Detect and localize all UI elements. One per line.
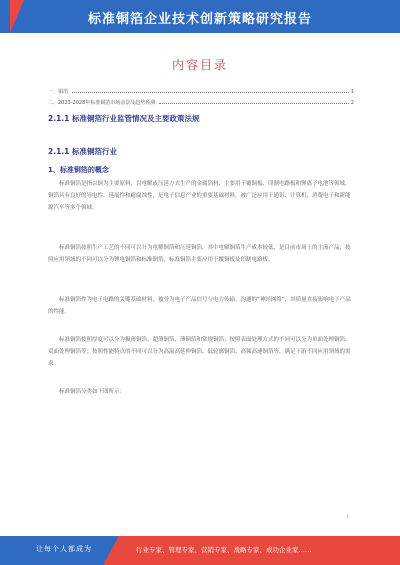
toc-entry-label: 一、铜箔: [48, 89, 69, 95]
subsection-heading: 2.1.1 标准铜箔行业: [48, 147, 117, 156]
toc-entry-page: 2: [350, 100, 354, 106]
table-of-contents: [48, 84, 354, 106]
toc-title: 内容目录: [171, 58, 228, 72]
toc-entry[interactable]: [48, 84, 354, 95]
body-paragraph: 标准铜箔是指以铜为主要原料，以电解或压延方式生产的金属箔材，主要用于覆铜板、印制电路板和锂离子电池等领域。铜箔具有良好的导电性、延展性和耐腐蚀性，是电子信息产业的重要基础材料，被广泛应用于通讯、计算机、消费电子和新能源汽车等多个领域。: [48, 181, 351, 211]
footer-banner: [0, 536, 400, 565]
body-paragraph: 标准铜箔按照生产工艺的不同可以分为电解铜箔和压延铜箔，其中电解铜箔生产成本较低，是目前市场上的主流产品；按照应用领域的不同可以分为锂电铜箔和标准铜箔，标准铜箔主要应用于覆铜板及印制电路板。: [48, 245, 351, 263]
body-paragraph: 标准铜箔分类如下图所示：: [59, 389, 126, 395]
footer-slogan: 让每个人都成为: [36, 545, 92, 553]
section-heading: 2.1.1 标准铜箔行业监管情况及主要政策法规: [48, 114, 200, 123]
toc-leader-dots: [72, 92, 349, 93]
toc-entry[interactable]: [48, 95, 354, 106]
page-number: 1: [346, 514, 349, 519]
toc-entry-label: 二、2023-2028年标准铜箔市场前景及趋势预测: [48, 100, 156, 106]
report-header-banner: [0, 0, 400, 33]
report-title: 标准铜箔企业技术创新策略研究报告: [87, 12, 312, 27]
toc-leader-dots: [159, 103, 349, 104]
toc-entry-page: 1: [350, 89, 354, 95]
subsubsection-heading: 1、标准铜箔的概念: [48, 166, 109, 174]
body-paragraph: 标准铜箔按照厚度可以分为极薄铜箔、超薄铜箔、薄铜箔和常规铜箔；按照表面处理方式的不同可以分为单面处理铜箔、双面处理铜箔等；按照性能特点的不同可以分为高温高延伸铜箔、低轮廓铜箔、高频高速铜箔等，满足下游不同应用领域的需求。: [48, 337, 351, 367]
footer-slant: [103, 536, 119, 565]
footer-expert-list: 行业专家、管理专家、营销专家、战略专家、成功企业家……: [136, 546, 312, 554]
body-paragraph: 标准铜箔作为电子电路的关键基础材料，被誉为电子产品信号与电力传输、沟通的“神经网络”，其质量直接影响电子产品的性能。: [48, 297, 351, 315]
